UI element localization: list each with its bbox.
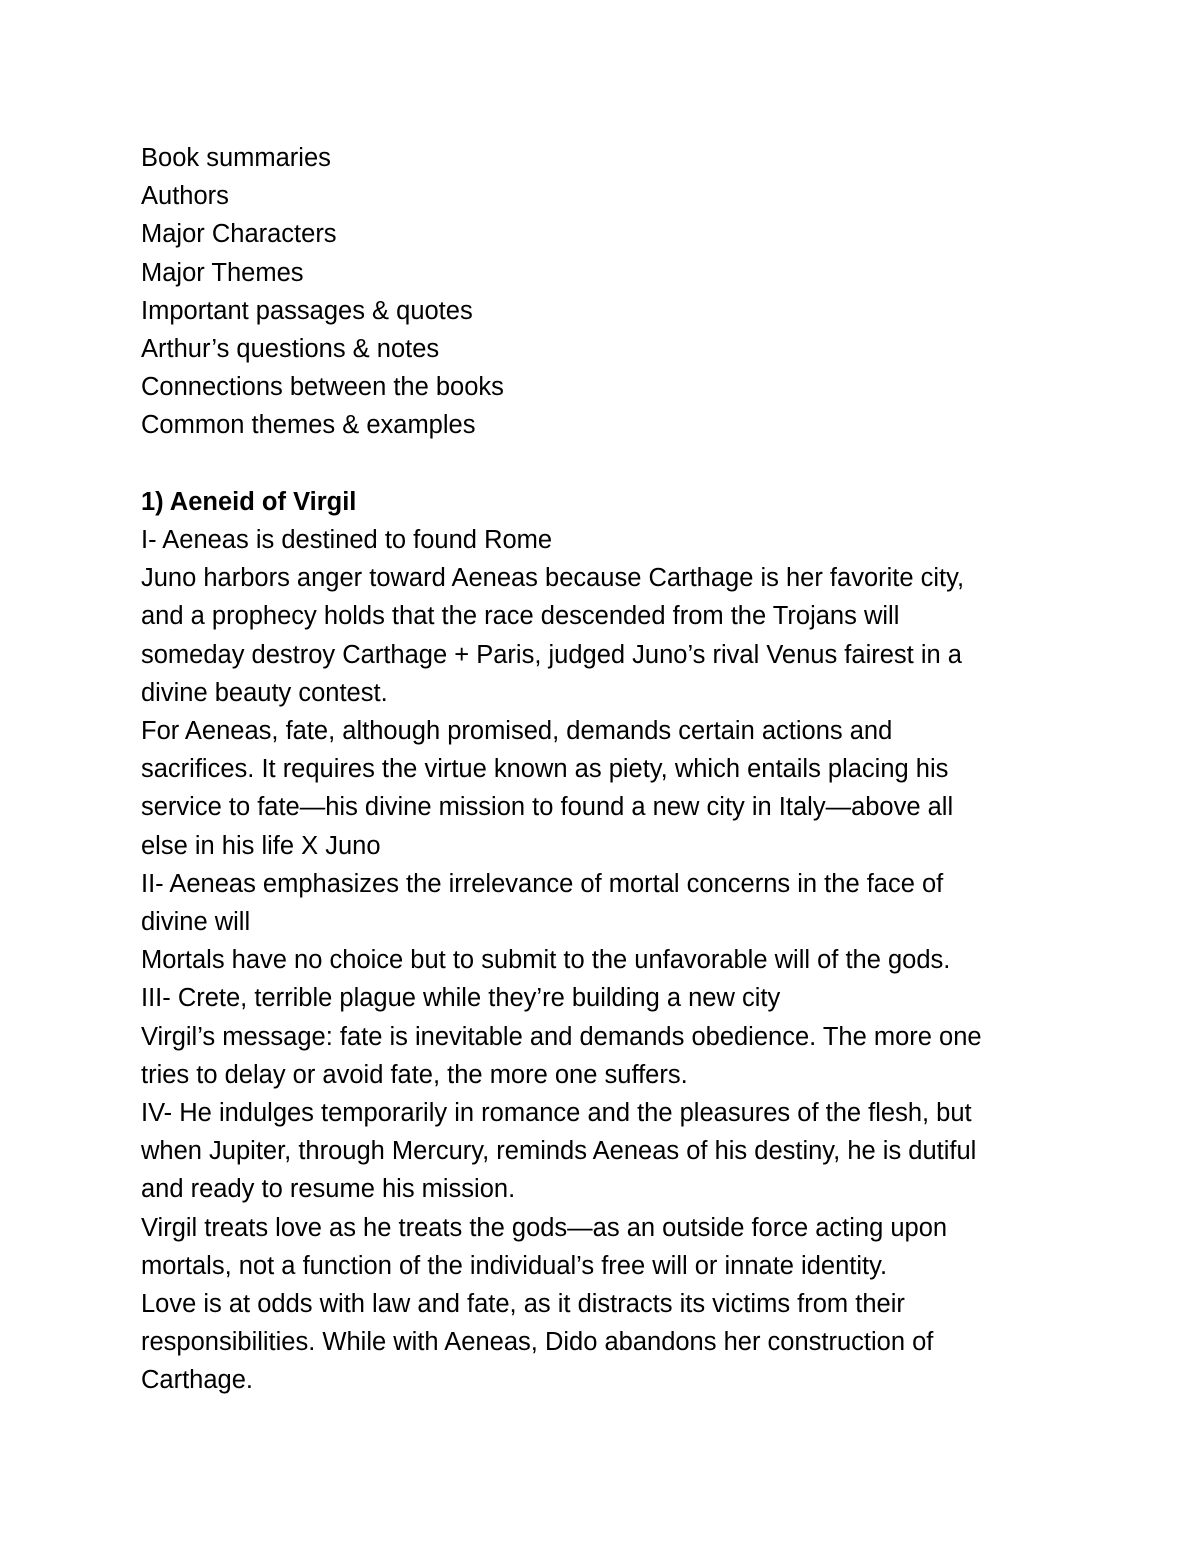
toc-item: Arthur’s questions & notes bbox=[141, 335, 440, 364]
paragraph-line: I- Aeneas is destined to found Rome bbox=[141, 526, 553, 555]
toc-item: Connections between the books bbox=[141, 373, 504, 402]
paragraph-line: Virgil’s message: fate is inevitable and demands obedience. The more one bbox=[141, 1022, 982, 1051]
paragraph bbox=[141, 521, 1061, 559]
paragraph bbox=[141, 1094, 1061, 1209]
paragraph bbox=[141, 559, 1061, 712]
toc-item: Common themes & examples bbox=[141, 411, 476, 440]
paragraph-line: IV- He indulges temporarily in romance and the pleasures of the flesh, but bbox=[141, 1099, 972, 1128]
paragraph bbox=[141, 865, 1061, 941]
toc-item: Important passages & quotes bbox=[141, 296, 473, 325]
paragraph-line: II- Aeneas emphasizes the irrelevance of mortal concerns in the face of bbox=[141, 869, 944, 898]
paragraph bbox=[141, 1285, 1061, 1400]
paragraph-line: III- Crete, terrible plague while they’re building a new city bbox=[141, 984, 781, 1013]
paragraph-line: and a prophecy holds that the race descended from the Trojans will bbox=[141, 602, 900, 631]
paragraph-line: someday destroy Carthage + Paris, judged Juno’s rival Venus fairest in a bbox=[141, 640, 962, 669]
paragraph-line: Mortals have no choice but to submit to the unfavorable will of the gods. bbox=[141, 946, 951, 975]
paragraph-line: sacrifices. It requires the virtue known as piety, which entails placing his bbox=[141, 755, 949, 784]
paragraph-line: Carthage. bbox=[141, 1366, 253, 1395]
paragraph-line: and ready to resume his mission. bbox=[141, 1175, 516, 1204]
paragraph-line: Virgil treats love as he treats the gods—as an outside force acting upon bbox=[141, 1213, 948, 1242]
paragraph-line: when Jupiter, through Mercury, reminds Aeneas of his destiny, he is dutiful bbox=[141, 1137, 977, 1166]
section-body bbox=[141, 521, 1061, 1400]
paragraph-line: mortals, not a function of the individual’s free will or innate identity. bbox=[141, 1251, 888, 1280]
toc-item: Authors bbox=[141, 182, 229, 211]
paragraph bbox=[141, 1209, 1061, 1285]
section-heading: 1) Aeneid of Virgil bbox=[141, 487, 357, 516]
document-content bbox=[141, 139, 1061, 1400]
paragraph-line: responsibilities. While with Aeneas, Dido abandons her construction of bbox=[141, 1328, 934, 1357]
paragraph bbox=[141, 712, 1061, 865]
paragraph-line: For Aeneas, fate, although promised, demands certain actions and bbox=[141, 717, 893, 746]
paragraph-line: divine will bbox=[141, 908, 251, 937]
toc-list bbox=[141, 139, 1061, 445]
paragraph-line: Love is at odds with law and fate, as it distracts its victims from their bbox=[141, 1290, 905, 1319]
paragraph bbox=[141, 979, 1061, 1017]
paragraph-line: service to fate—his divine mission to found a new city in Italy—above all bbox=[141, 793, 954, 822]
paragraph bbox=[141, 1018, 1061, 1094]
paragraph-line: Juno harbors anger toward Aeneas because Carthage is her favorite city, bbox=[141, 564, 965, 593]
paragraph-line: tries to delay or avoid fate, the more one suffers. bbox=[141, 1060, 688, 1089]
toc-item: Book summaries bbox=[141, 144, 331, 172]
paragraph bbox=[141, 941, 1061, 979]
spacer bbox=[141, 445, 1061, 483]
toc-item: Major Characters bbox=[141, 220, 337, 249]
paragraph-line: divine beauty contest. bbox=[141, 678, 388, 707]
toc-item: Major Themes bbox=[141, 258, 304, 287]
paragraph-line: else in his life X Juno bbox=[141, 831, 381, 860]
